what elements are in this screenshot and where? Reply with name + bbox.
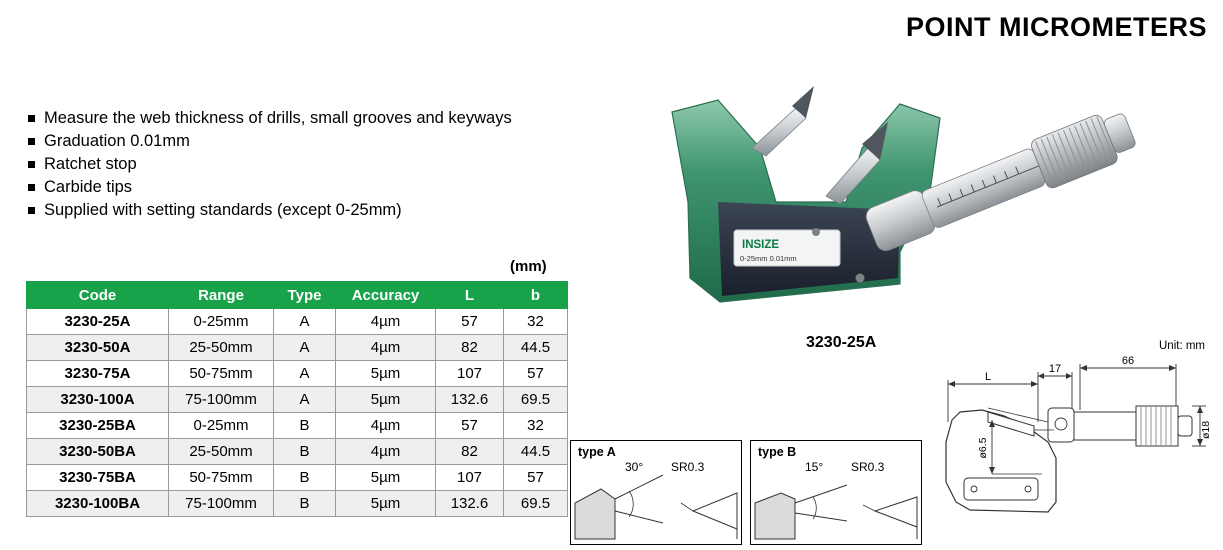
cell-type: A [274, 335, 336, 361]
type-b-angle-label: 15° [805, 460, 824, 474]
cell-b: 57 [504, 361, 568, 387]
cell-type: A [274, 387, 336, 413]
screw-icon [856, 274, 865, 283]
square-bullet-icon [28, 161, 35, 168]
column-header-type: Type [274, 282, 336, 309]
cell-type: B [274, 439, 336, 465]
dim-diameter-65-label: ø6.5 [977, 437, 989, 459]
list-item [28, 131, 588, 151]
cell-b: 57 [504, 465, 568, 491]
cell-accuracy: 4µm [336, 309, 436, 335]
dim-17-label: 17 [1048, 363, 1062, 375]
cell-type: A [274, 361, 336, 387]
type-a-left-tip-shape [575, 489, 615, 539]
cell-code: 3230-25A [27, 309, 169, 335]
cell-range: 0-25mm [169, 413, 274, 439]
feature-text: Graduation 0.01mm [44, 132, 190, 150]
feature-text: Carbide tips [44, 178, 133, 196]
cell-accuracy: 5µm [336, 491, 436, 517]
range-label: 0-25mm 0.01mm [740, 254, 797, 263]
screw-icon [812, 228, 820, 236]
drawing-unit-label: Unit: mm [1159, 340, 1205, 352]
cell-b: 69.5 [504, 387, 568, 413]
cell-b: 44.5 [504, 439, 568, 465]
product-photo [600, 52, 1160, 317]
table-row [27, 413, 568, 439]
type-b-radius-label: SR0.3 [851, 460, 885, 474]
type-b-left-tip-shape [755, 493, 795, 539]
column-header-accuracy: Accuracy [336, 282, 436, 309]
column-header-l: L [436, 282, 504, 309]
table-row [27, 309, 568, 335]
cell-range: 75-100mm [169, 491, 274, 517]
angle-leader [795, 485, 847, 503]
type-b-right-tip-shape [875, 497, 917, 539]
cell-accuracy: 5µm [336, 387, 436, 413]
cell-code: 3230-100A [27, 387, 169, 413]
cell-type: B [274, 491, 336, 517]
anvil-shaft [752, 108, 806, 156]
column-header-code: Code [27, 282, 169, 309]
type-a-angle-label: 30° [625, 460, 644, 474]
list-item [28, 177, 588, 197]
cell-code: 3230-75BA [27, 465, 169, 491]
feature-text: Ratchet stop [44, 155, 137, 173]
cell-code: 3230-50A [27, 335, 169, 361]
frame-inner-plate [964, 478, 1038, 500]
cell-l: 107 [436, 361, 504, 387]
cell-l: 57 [436, 309, 504, 335]
cell-type: B [274, 465, 336, 491]
cell-l: 82 [436, 439, 504, 465]
cell-range: 75-100mm [169, 387, 274, 413]
cell-accuracy: 4µm [336, 335, 436, 361]
cell-range: 25-50mm [169, 335, 274, 361]
cell-range: 0-25mm [169, 309, 274, 335]
table-row [27, 335, 568, 361]
list-item [28, 154, 588, 174]
cell-type: A [274, 309, 336, 335]
cell-code: 3230-75A [27, 361, 169, 387]
cell-range: 25-50mm [169, 439, 274, 465]
type-a-right-tip-shape [693, 493, 737, 539]
angle-leader [615, 475, 663, 499]
dim-66-label: 66 [1121, 355, 1135, 367]
cell-l: 57 [436, 413, 504, 439]
radius-leader [681, 503, 693, 511]
table-row [27, 465, 568, 491]
cell-l: 82 [436, 335, 504, 361]
brand-label: INSIZE [742, 239, 780, 251]
dim-l-label: L [984, 371, 992, 383]
cell-code: 3230-25BA [27, 413, 169, 439]
cell-b: 44.5 [504, 335, 568, 361]
table-unit-note: (mm) [510, 258, 547, 275]
cell-l: 132.6 [436, 387, 504, 413]
table-row [27, 439, 568, 465]
list-item [28, 108, 588, 128]
dimension-drawing [930, 350, 1215, 548]
type-a-radius-label: SR0.3 [671, 460, 705, 474]
spindle-collar-outline [1048, 408, 1074, 442]
table-row [27, 491, 568, 517]
type-a-label: type A [578, 445, 616, 459]
photo-caption: 3230-25A [806, 334, 877, 351]
table-header-row [27, 282, 568, 309]
radius-leader [863, 505, 875, 511]
cell-b: 32 [504, 309, 568, 335]
table-row [27, 361, 568, 387]
ratchet-outline [1178, 416, 1192, 436]
type-b-label: type B [758, 445, 797, 459]
thimble-outline [1136, 406, 1178, 446]
dim-diameter-18-label: ø18 [1200, 420, 1212, 440]
square-bullet-icon [28, 115, 35, 122]
cell-type: B [274, 413, 336, 439]
cell-accuracy: 4µm [336, 439, 436, 465]
angle-arc [629, 491, 633, 517]
cell-b: 32 [504, 413, 568, 439]
page-title: POINT MICROMETERS [905, 12, 1207, 42]
list-item [28, 200, 588, 220]
cell-accuracy: 4µm [336, 413, 436, 439]
cell-accuracy: 5µm [336, 361, 436, 387]
cell-code: 3230-100BA [27, 491, 169, 517]
cell-range: 50-75mm [169, 465, 274, 491]
cell-accuracy: 5µm [336, 465, 436, 491]
feature-list [28, 108, 588, 223]
cell-l: 107 [436, 465, 504, 491]
angle-leader [615, 511, 663, 523]
feature-text: Measure the web thickness of drills, small grooves and keyways [44, 109, 512, 127]
type-b-diagram [750, 440, 922, 545]
square-bullet-icon [28, 207, 35, 214]
type-a-diagram [570, 440, 742, 545]
cell-range: 50-75mm [169, 361, 274, 387]
table-row [27, 387, 568, 413]
angle-leader [795, 513, 847, 521]
cell-b: 69.5 [504, 491, 568, 517]
column-header-b: b [504, 282, 568, 309]
square-bullet-icon [28, 184, 35, 191]
cell-l: 132.6 [436, 491, 504, 517]
cell-code: 3230-50BA [27, 439, 169, 465]
column-header-range: Range [169, 282, 274, 309]
feature-text: Supplied with setting standards (except 0-25mm) [44, 201, 402, 219]
sleeve-outline [1074, 412, 1136, 440]
square-bullet-icon [28, 138, 35, 145]
specification-table [26, 281, 567, 517]
